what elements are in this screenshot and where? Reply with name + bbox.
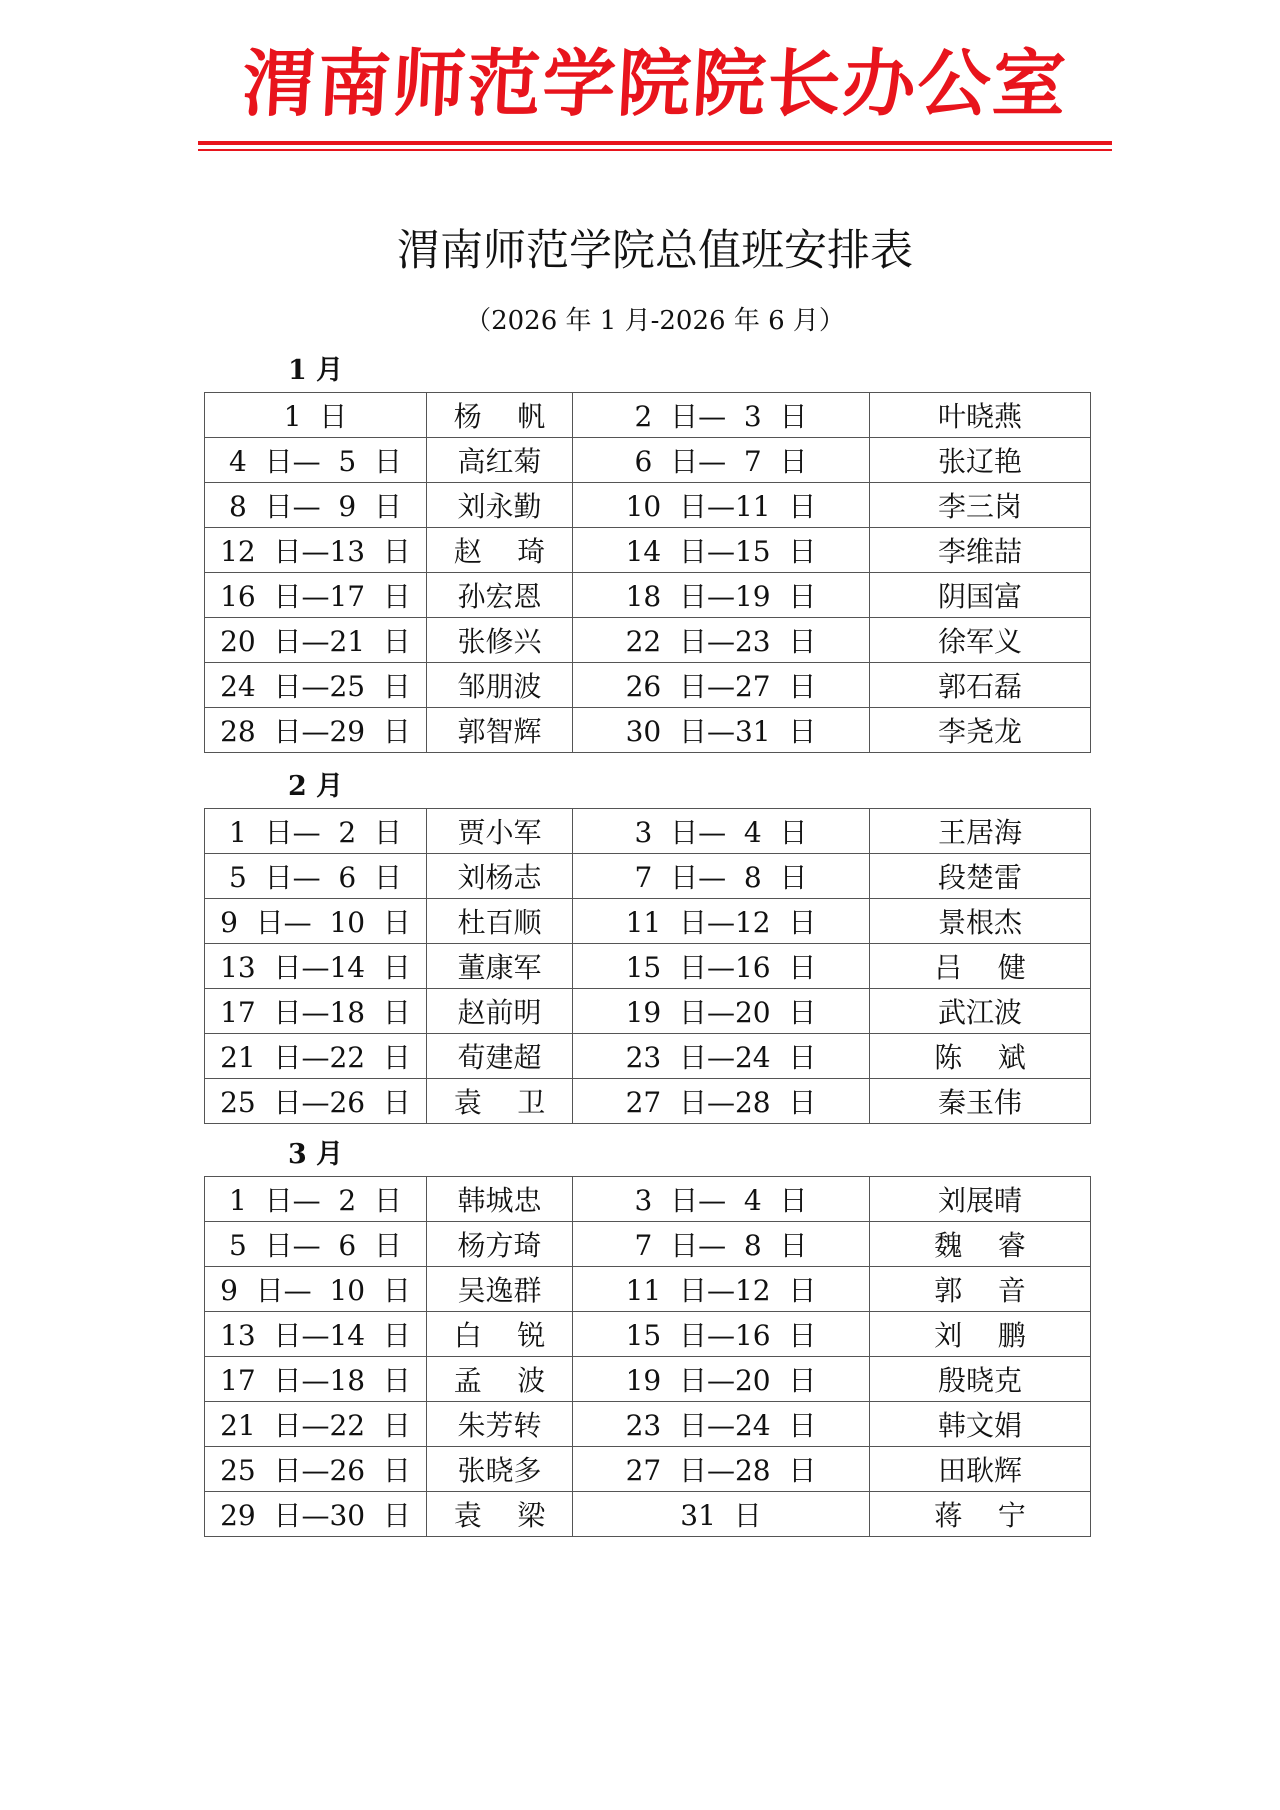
date-range-cell: 29 日—30 日: [205, 1492, 427, 1537]
document-title: 渭南师范学院总值班安排表: [397, 226, 913, 276]
date-range-cell: 8 日— 9 日: [205, 483, 427, 528]
person-name-cell: 孟 波: [427, 1357, 573, 1402]
table-row: [205, 809, 1091, 854]
date-range-cell: 31 日: [573, 1492, 870, 1537]
person-name-cell: 贾小军: [427, 809, 573, 854]
person-name-cell: 张修兴: [427, 618, 573, 663]
person-name-cell: 吕 健: [870, 944, 1091, 989]
table-row: [205, 1312, 1091, 1357]
date-range-cell: 5 日— 6 日: [205, 854, 427, 899]
date-range-cell: 11 日—12 日: [573, 899, 870, 944]
person-name-cell: 杨 帆: [427, 393, 573, 438]
date-range-cell: 19 日—20 日: [573, 1357, 870, 1402]
table-row: [205, 1267, 1091, 1312]
date-range-cell: 1 日: [205, 393, 427, 438]
date-range-cell: 18 日—19 日: [573, 573, 870, 618]
date-range-cell: 1 日— 2 日: [205, 1177, 427, 1222]
person-name-cell: 徐军义: [870, 618, 1091, 663]
table-row: [205, 989, 1091, 1034]
person-name-cell: 董康军: [427, 944, 573, 989]
date-range-cell: 12 日—13 日: [205, 528, 427, 573]
date-range-cell: 25 日—26 日: [205, 1447, 427, 1492]
table-row: [205, 393, 1091, 438]
date-range-cell: 9 日— 10 日: [205, 899, 427, 944]
table-row: [205, 854, 1091, 899]
table-row: [205, 1402, 1091, 1447]
person-name-cell: 杨方琦: [427, 1222, 573, 1267]
date-range-cell: 22 日—23 日: [573, 618, 870, 663]
office-letterhead: 渭南师范学院院长办公室: [240, 42, 1070, 127]
person-name-cell: 李三岗: [870, 483, 1091, 528]
table-row: [205, 438, 1091, 483]
person-name-cell: 郭 音: [870, 1267, 1091, 1312]
date-range-cell: 28 日—29 日: [205, 708, 427, 753]
person-name-cell: 秦玉伟: [870, 1079, 1091, 1124]
person-name-cell: 阴国富: [870, 573, 1091, 618]
person-name-cell: 杜百顺: [427, 899, 573, 944]
person-name-cell: 刘展晴: [870, 1177, 1091, 1222]
date-range-cell: 24 日—25 日: [205, 663, 427, 708]
table-row: [205, 663, 1091, 708]
table-row: [205, 1034, 1091, 1079]
table-row: [205, 483, 1091, 528]
date-range-cell: 21 日—22 日: [205, 1402, 427, 1447]
table-row: [205, 1079, 1091, 1124]
table-row: [205, 708, 1091, 753]
month-label-feb: 2 月: [288, 771, 344, 802]
table-row: [205, 944, 1091, 989]
date-range-cell: 4 日— 5 日: [205, 438, 427, 483]
person-name-cell: 李尧龙: [870, 708, 1091, 753]
date-range-cell: 9 日— 10 日: [205, 1267, 427, 1312]
duty-table-jan: [204, 392, 1091, 753]
date-range-cell: 27 日—28 日: [573, 1079, 870, 1124]
person-name-cell: 赵 琦: [427, 528, 573, 573]
date-range-cell: 11 日—12 日: [573, 1267, 870, 1312]
person-name-cell: 武江波: [870, 989, 1091, 1034]
table-row: [205, 899, 1091, 944]
person-name-cell: 王居海: [870, 809, 1091, 854]
month-label-mar: 3 月: [288, 1139, 344, 1170]
date-range-cell: 23 日—24 日: [573, 1402, 870, 1447]
person-name-cell: 刘 鹏: [870, 1312, 1091, 1357]
date-range-cell: 21 日—22 日: [205, 1034, 427, 1079]
date-range-cell: 26 日—27 日: [573, 663, 870, 708]
date-range-cell: 3 日— 4 日: [573, 809, 870, 854]
date-range-cell: 23 日—24 日: [573, 1034, 870, 1079]
date-range-cell: 13 日—14 日: [205, 1312, 427, 1357]
table-row: [205, 1222, 1091, 1267]
person-name-cell: 孙宏恩: [427, 573, 573, 618]
date-range-cell: 7 日— 8 日: [573, 1222, 870, 1267]
date-range-cell: 10 日—11 日: [573, 483, 870, 528]
month-label-jan: 1 月: [288, 355, 344, 386]
document-subtitle: （2026 年 1 月-2026 年 6 月）: [465, 306, 845, 336]
person-name-cell: 段楚雷: [870, 854, 1091, 899]
date-range-cell: 16 日—17 日: [205, 573, 427, 618]
date-range-cell: 30 日—31 日: [573, 708, 870, 753]
date-range-cell: 27 日—28 日: [573, 1447, 870, 1492]
table-row: [205, 1357, 1091, 1402]
person-name-cell: 张晓多: [427, 1447, 573, 1492]
person-name-cell: 朱芳转: [427, 1402, 573, 1447]
person-name-cell: 高红菊: [427, 438, 573, 483]
person-name-cell: 蒋 宁: [870, 1492, 1091, 1537]
person-name-cell: 魏 睿: [870, 1222, 1091, 1267]
duty-table-feb: [204, 808, 1091, 1124]
person-name-cell: 白 锐: [427, 1312, 573, 1357]
date-range-cell: 7 日— 8 日: [573, 854, 870, 899]
date-range-cell: 20 日—21 日: [205, 618, 427, 663]
date-range-cell: 17 日—18 日: [205, 1357, 427, 1402]
date-range-cell: 13 日—14 日: [205, 944, 427, 989]
date-range-cell: 5 日— 6 日: [205, 1222, 427, 1267]
date-range-cell: 19 日—20 日: [573, 989, 870, 1034]
table-row: [205, 1492, 1091, 1537]
person-name-cell: 田耿辉: [870, 1447, 1091, 1492]
date-range-cell: 15 日—16 日: [573, 944, 870, 989]
table-row: [205, 618, 1091, 663]
person-name-cell: 韩文娟: [870, 1402, 1091, 1447]
person-name-cell: 袁 梁: [427, 1492, 573, 1537]
date-range-cell: 14 日—15 日: [573, 528, 870, 573]
person-name-cell: 赵前明: [427, 989, 573, 1034]
person-name-cell: 韩城忠: [427, 1177, 573, 1222]
letterhead-rule-thin: [198, 149, 1112, 151]
date-range-cell: 2 日— 3 日: [573, 393, 870, 438]
person-name-cell: 郭石磊: [870, 663, 1091, 708]
date-range-cell: 15 日—16 日: [573, 1312, 870, 1357]
person-name-cell: 叶晓燕: [870, 393, 1091, 438]
date-range-cell: 6 日— 7 日: [573, 438, 870, 483]
person-name-cell: 张辽艳: [870, 438, 1091, 483]
person-name-cell: 陈 斌: [870, 1034, 1091, 1079]
date-range-cell: 17 日—18 日: [205, 989, 427, 1034]
table-row: [205, 1177, 1091, 1222]
person-name-cell: 荀建超: [427, 1034, 573, 1079]
person-name-cell: 郭智辉: [427, 708, 573, 753]
person-name-cell: 景根杰: [870, 899, 1091, 944]
date-range-cell: 1 日— 2 日: [205, 809, 427, 854]
person-name-cell: 袁 卫: [427, 1079, 573, 1124]
date-range-cell: 25 日—26 日: [205, 1079, 427, 1124]
person-name-cell: 吴逸群: [427, 1267, 573, 1312]
person-name-cell: 刘永勤: [427, 483, 573, 528]
person-name-cell: 刘杨志: [427, 854, 573, 899]
table-row: [205, 1447, 1091, 1492]
letterhead-rule-thick: [198, 141, 1112, 145]
table-row: [205, 528, 1091, 573]
duty-table-mar: [204, 1176, 1091, 1537]
table-row: [205, 573, 1091, 618]
person-name-cell: 殷晓克: [870, 1357, 1091, 1402]
person-name-cell: 李维喆: [870, 528, 1091, 573]
person-name-cell: 邹朋波: [427, 663, 573, 708]
date-range-cell: 3 日— 4 日: [573, 1177, 870, 1222]
